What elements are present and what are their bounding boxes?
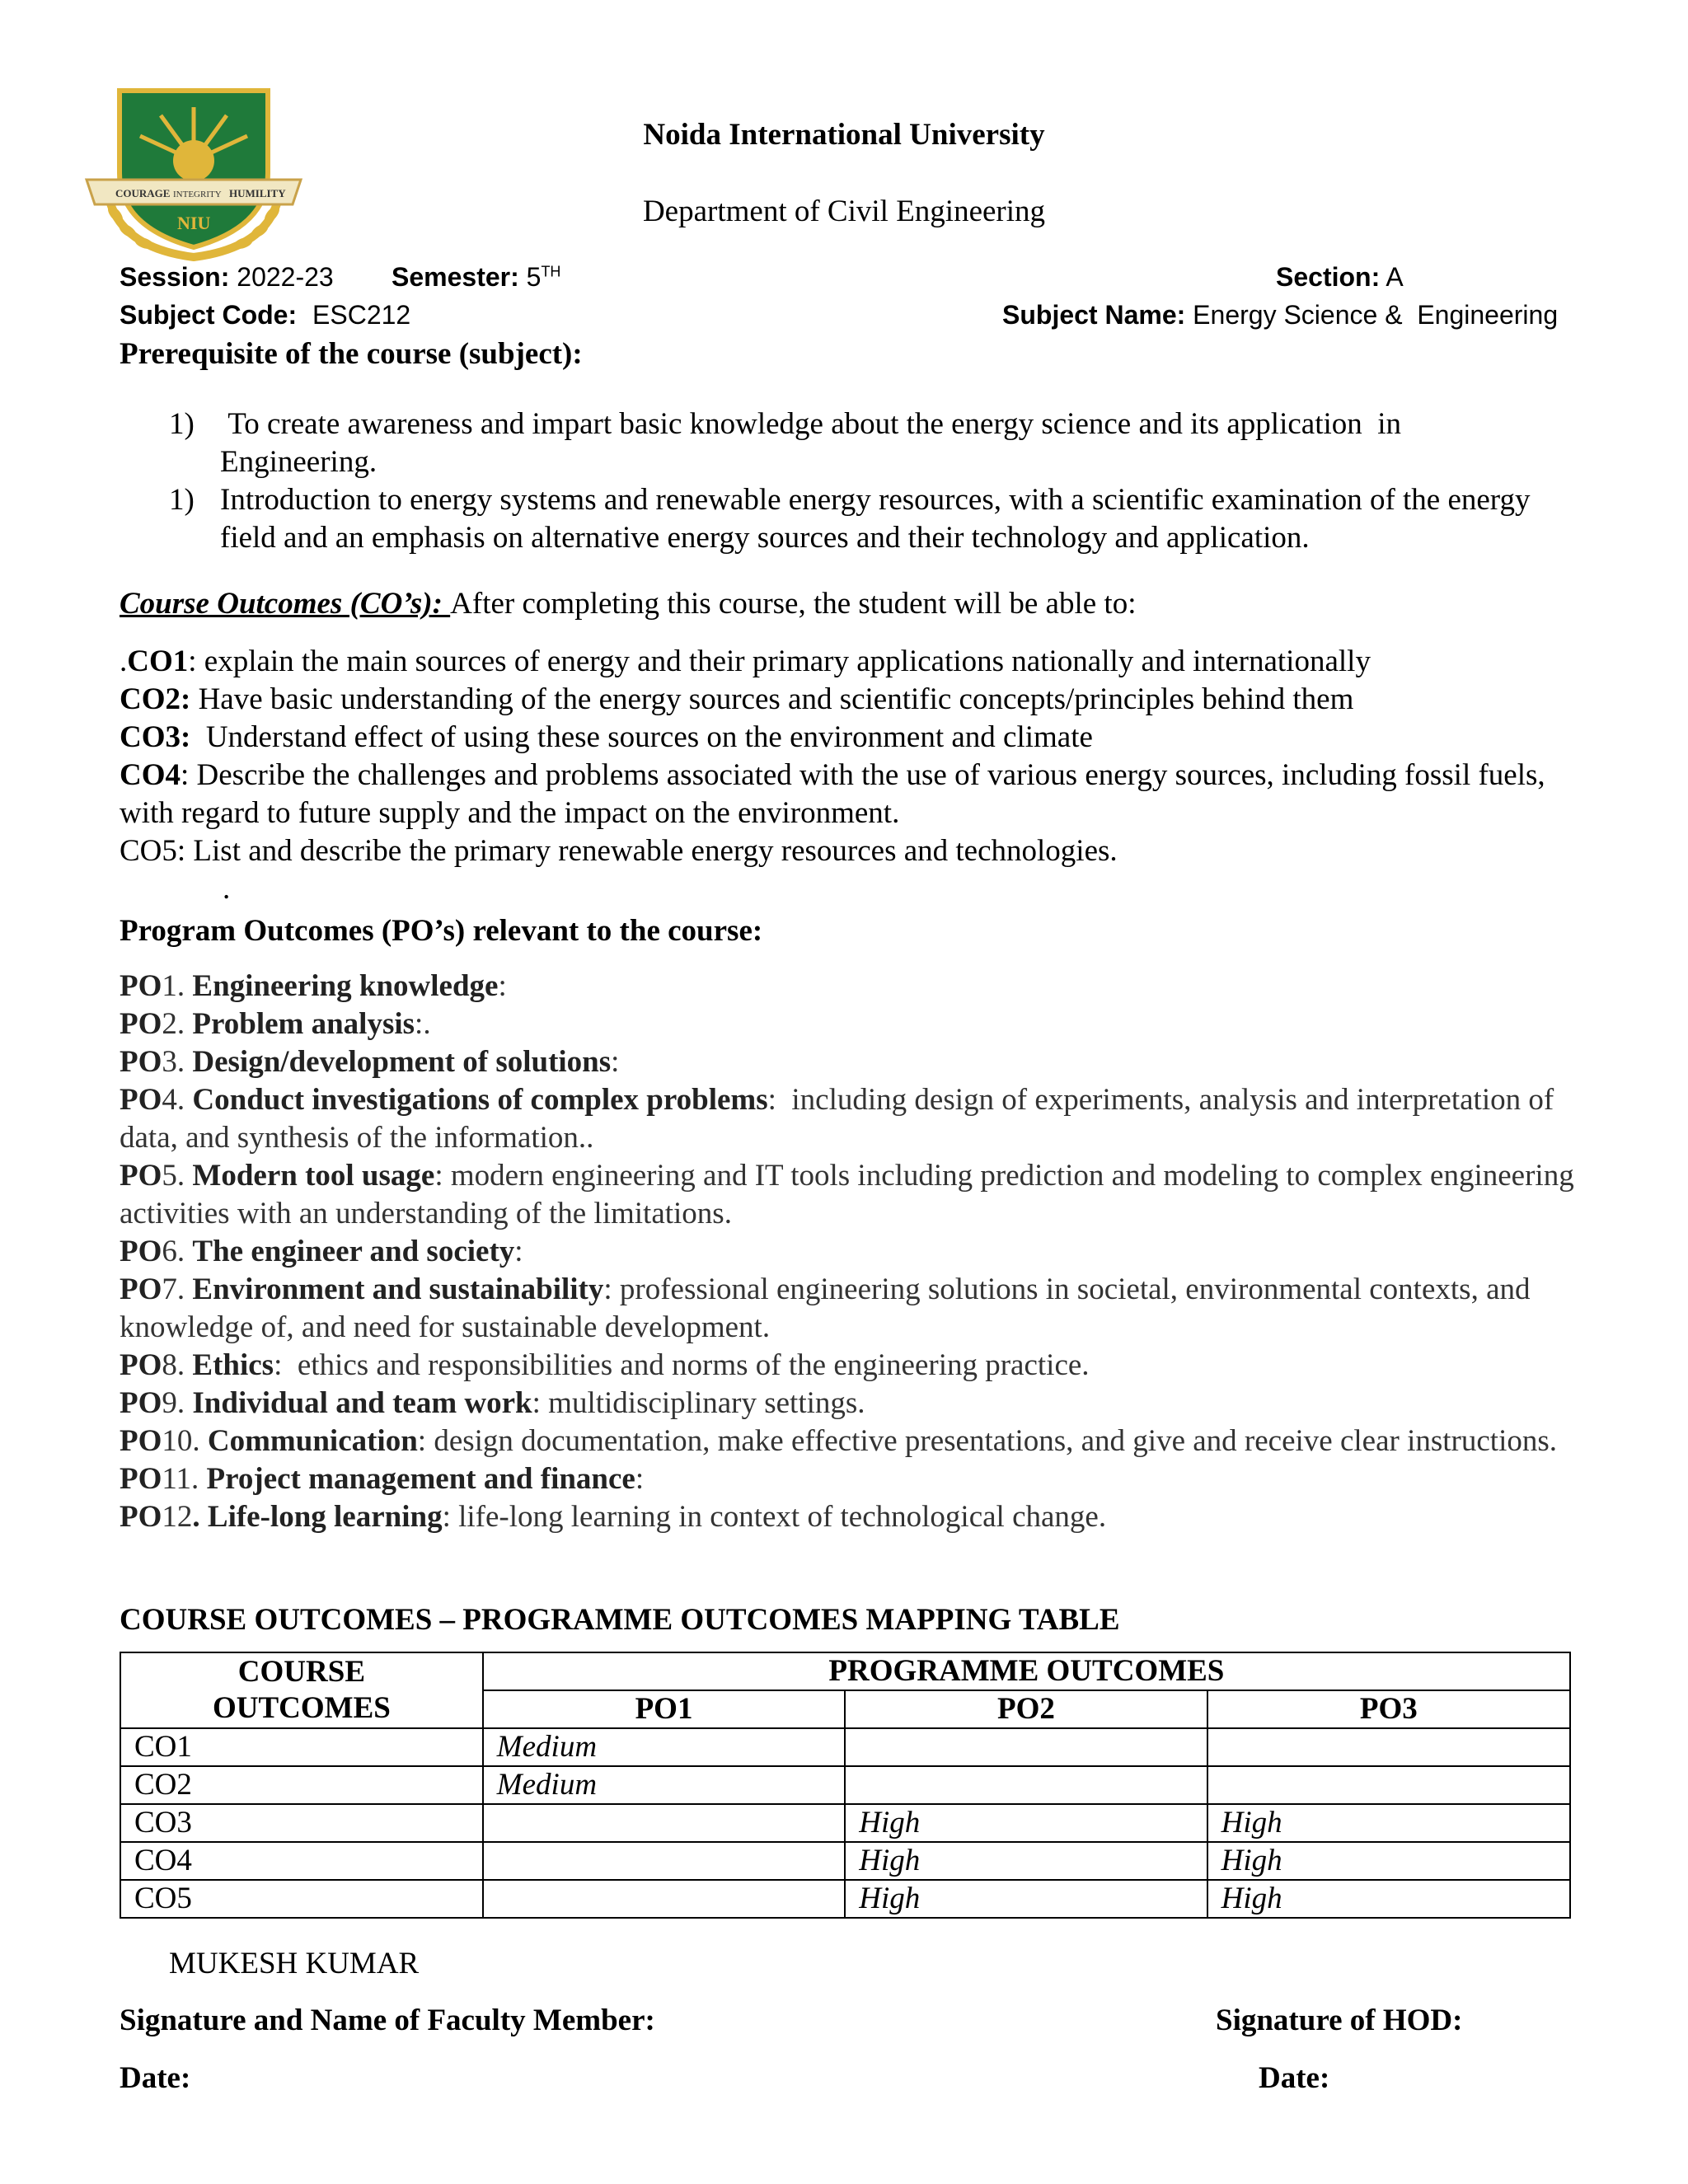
co-cell: CO2 <box>120 1766 483 1804</box>
co-trailing-dot: . <box>223 872 231 906</box>
po-title: Design/development of solutions <box>192 1045 612 1079</box>
svg-text:COURAGE: COURAGE <box>115 187 171 199</box>
po-code: PO <box>120 1272 162 1306</box>
program-outcomes-heading: Program Outcomes (PO’s) relevant to the course: <box>120 914 763 948</box>
value-cell: High <box>845 1842 1207 1880</box>
section-label: Section: <box>1276 262 1381 292</box>
co-code: CO3: <box>120 720 191 754</box>
po-title: The engineer and society <box>192 1235 515 1268</box>
co-cell: CO4 <box>120 1842 483 1880</box>
value-cell: High <box>1207 1880 1570 1918</box>
po-text: : modern engineering and IT tools including prediction and modeling to complex engineering activities with an understanding of the limitations. <box>120 1159 1574 1230</box>
course-outcomes-intro-text: After completing this course, the student will be able to: <box>450 587 1137 621</box>
po-title: Communication <box>207 1424 418 1458</box>
co-text: Have basic understanding of the energy sources and scientific concepts/principles behind them <box>190 682 1354 716</box>
subject-code-value: ESC212 <box>312 300 411 330</box>
po-number: 11. <box>162 1462 207 1496</box>
po-item <box>120 1271 1578 1347</box>
value-cell: High <box>1207 1842 1570 1880</box>
session-value: 2022-23 <box>237 262 334 292</box>
list-text: To create awareness and impart basic knowledge about the energy science and its application in Engineering. <box>220 407 1409 479</box>
po-code: PO <box>120 1500 162 1534</box>
po-title: Project management and finance <box>206 1462 635 1496</box>
co-item <box>120 681 1578 719</box>
po-code: PO <box>120 1045 162 1079</box>
po-title: Engineering knowledge <box>192 969 499 1003</box>
value-cell: High <box>1207 1804 1570 1842</box>
po-text: : <box>498 969 507 1003</box>
course-outcomes-intro <box>120 585 1136 623</box>
value-cell <box>1207 1728 1570 1766</box>
university-name: Noida International University <box>643 118 1045 152</box>
subject-name-field <box>1002 300 1558 330</box>
value-cell <box>845 1766 1207 1804</box>
po-title: Modern tool usage <box>192 1159 435 1193</box>
semester-suffix: TH <box>541 263 561 280</box>
hod-signature-label: Signature of HOD: <box>1216 2004 1463 2037</box>
co-code: CO4 <box>120 758 181 792</box>
value-cell: High <box>845 1880 1207 1918</box>
po-item <box>120 1005 1578 1043</box>
subject-code-field <box>120 300 410 330</box>
section-field <box>1276 262 1404 293</box>
date-label-faculty: Date: <box>120 2061 191 2095</box>
po-number: 2. <box>162 1007 193 1041</box>
po-title: Conduct investigations of complex problems <box>192 1083 768 1117</box>
po-text: : design documentation, make effective presentations, and give and receive clear instructions. <box>417 1424 1558 1458</box>
svg-text:INTEGRITY: INTEGRITY <box>173 190 222 199</box>
co-cell: CO3 <box>120 1804 483 1842</box>
co-cell: CO5 <box>120 1880 483 1918</box>
value-cell <box>1207 1766 1570 1804</box>
list-text: Introduction to energy systems and renewable energy resources, with a scientific examination of the energy field and an emphasis on alternative energy sources and their technology and application. <box>220 483 1531 555</box>
subject-name-label: Subject Name: <box>1002 300 1186 330</box>
column-header-po1: PO1 <box>483 1690 845 1728</box>
table-row <box>120 1842 1570 1880</box>
column-header-po2: PO2 <box>845 1690 1207 1728</box>
po-code: PO <box>120 1348 162 1382</box>
semester-value: 5 <box>526 262 542 292</box>
po-item <box>120 1157 1578 1233</box>
co-text: : Describe the challenges and problems associated with the use of various energy sources, including fossil fuels, with regard to future supply and the impact on the environment. <box>120 758 1545 830</box>
po-code: PO <box>120 1386 162 1420</box>
co-text: : explain the main sources of energy and their primary applications nationally and internationally <box>188 644 1371 678</box>
po-title: Ethics <box>192 1348 274 1382</box>
po-number: 9. <box>162 1386 193 1420</box>
column-header-course-outcomes: COURSE OUTCOMES <box>120 1652 483 1728</box>
semester-field <box>392 262 560 293</box>
table-row <box>120 1880 1570 1918</box>
po-text: : including design of experiments, analysis and interpretation of data, and synthesis of the information.. <box>120 1083 1562 1155</box>
list-item <box>169 405 1554 481</box>
value-cell <box>483 1880 845 1918</box>
co-item <box>120 719 1578 757</box>
course-outcomes-heading: Course Outcomes (CO’s): <box>120 587 451 621</box>
po-code: PO <box>120 1007 162 1041</box>
section-value: A <box>1386 262 1404 292</box>
po-item <box>120 1498 1578 1536</box>
po-code: PO <box>120 1083 162 1117</box>
po-number: 7. <box>162 1272 193 1306</box>
po-code: PO <box>120 1462 162 1496</box>
date-label-hod: Date: <box>1259 2061 1330 2095</box>
po-code: PO <box>120 969 162 1003</box>
co-item <box>120 757 1578 832</box>
po-item <box>120 1385 1578 1422</box>
mapping-table <box>120 1652 1571 1919</box>
subject-name-value: Energy Science & Engineering <box>1193 300 1559 330</box>
value-cell <box>483 1804 845 1842</box>
table-row <box>120 1766 1570 1804</box>
value-cell <box>845 1728 1207 1766</box>
po-code: PO <box>120 1235 162 1268</box>
value-cell: Medium <box>483 1728 845 1766</box>
prerequisite-heading: Prerequisite of the course (subject): <box>120 337 583 371</box>
co-item <box>120 832 1578 870</box>
co-item <box>120 643 1578 681</box>
column-header-po3: PO3 <box>1207 1690 1570 1728</box>
po-number: 8. <box>162 1348 193 1382</box>
session-field <box>120 262 334 293</box>
po-number: 3. <box>162 1045 193 1079</box>
university-seal-logo <box>82 82 305 264</box>
po-number: 10. <box>162 1424 208 1458</box>
po-number: 4. <box>162 1083 193 1117</box>
semester-label: Semester: <box>392 262 519 292</box>
value-cell <box>483 1842 845 1880</box>
po-number: 1. <box>162 969 193 1003</box>
co-text: CO5: List and describe the primary renewable energy resources and technologies. <box>120 834 1118 868</box>
po-text: :. <box>415 1007 431 1041</box>
value-cell: High <box>845 1804 1207 1842</box>
co-text: Understand effect of using these sources on the environment and climate <box>190 720 1093 754</box>
po-text: : <box>514 1235 523 1268</box>
faculty-signature-label: Signature and Name of Faculty Member: <box>120 2004 655 2037</box>
svg-text:NIU: NIU <box>177 213 211 233</box>
po-item <box>120 1422 1578 1460</box>
list-number: 1) <box>169 483 195 517</box>
value-cell: Medium <box>483 1766 845 1804</box>
po-text: : ethics and responsibilities and norms of the engineering practice. <box>274 1348 1090 1382</box>
list-number: 1) <box>169 407 195 441</box>
list-item <box>169 481 1554 557</box>
prerequisite-list <box>169 405 1554 557</box>
po-item <box>120 1043 1578 1081</box>
po-title: Problem analysis <box>192 1007 415 1041</box>
po-code: PO <box>120 1424 162 1458</box>
co-code: CO2: <box>120 682 191 716</box>
po-title: Environment and sustainability <box>192 1272 604 1306</box>
department-name: Department of Civil Engineering <box>642 194 1046 228</box>
session-label: Session: <box>120 262 230 292</box>
po-item <box>120 1233 1578 1271</box>
co-code: CO1 <box>127 644 189 678</box>
svg-text:HUMILITY: HUMILITY <box>229 187 286 199</box>
table-header-row <box>120 1652 1570 1690</box>
subject-code-label: Subject Code: <box>120 300 298 330</box>
co-prefix: . <box>120 644 128 678</box>
po-number: 6. <box>162 1235 193 1268</box>
po-item <box>120 1081 1578 1157</box>
po-text: : <box>635 1462 645 1496</box>
po-code: PO <box>120 1159 162 1193</box>
po-text: : multidisciplinary settings. <box>532 1386 865 1420</box>
co-cell: CO1 <box>120 1728 483 1766</box>
po-text: : life-long learning in context of technological change. <box>442 1500 1107 1534</box>
po-number: 12 <box>162 1500 193 1534</box>
po-item <box>120 1347 1578 1385</box>
column-header-programme-outcomes: PROGRAMME OUTCOMES <box>483 1652 1570 1690</box>
po-item <box>120 1460 1578 1498</box>
po-text: : <box>611 1045 620 1079</box>
table-row <box>120 1804 1570 1842</box>
po-item <box>120 968 1578 1005</box>
po-title: . Life-long learning <box>192 1500 443 1534</box>
mapping-table-title: COURSE OUTCOMES – PROGRAMME OUTCOMES MAPPING TABLE <box>120 1603 1120 1637</box>
course-outcomes-list <box>120 643 1578 908</box>
po-text: : professional engineering solutions in societal, environmental contexts, and knowledge of, and need for sustainable development. <box>120 1272 1531 1344</box>
table-row <box>120 1728 1570 1766</box>
program-outcomes-list <box>120 968 1578 1536</box>
faculty-name: MUKESH KUMAR <box>169 1947 420 1980</box>
po-number: 5. <box>162 1159 193 1193</box>
po-title: Individual and team work <box>192 1386 532 1420</box>
